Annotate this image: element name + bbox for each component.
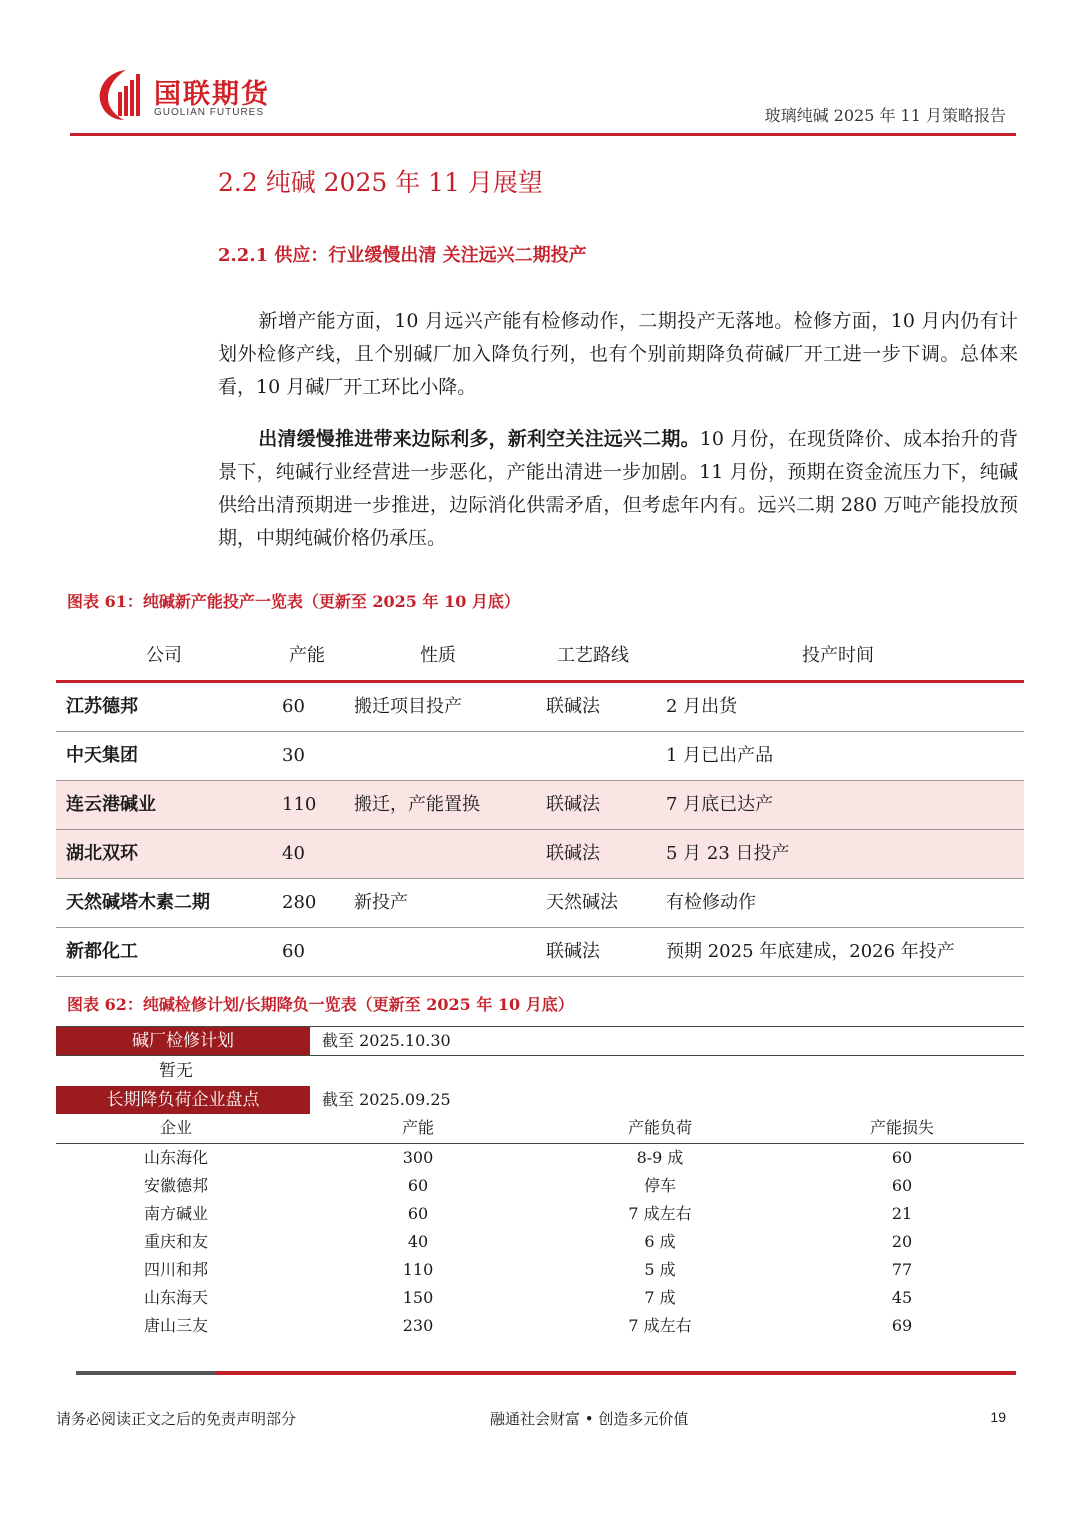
cell-company: 中天集团	[66, 745, 138, 766]
cell-company: 南方碱业	[143, 1204, 208, 1223]
cell-company: 连云港碱业	[66, 794, 156, 815]
cell-loss: 20	[891, 1232, 913, 1251]
paragraph-outlook-lead: 出清缓慢推进带来边际利多，新利空关注远兴二期。	[258, 428, 700, 450]
cell-company: 四川和邦	[143, 1260, 208, 1279]
cell-load: 5 成	[644, 1260, 676, 1279]
cell-load: 7 成左右	[628, 1316, 692, 1335]
brand-name-en: GUOLIAN FUTURES	[154, 107, 265, 118]
cell-capacity: 60	[407, 1176, 429, 1195]
cell-load: 停车	[643, 1176, 676, 1195]
paragraph-supply	[218, 305, 1018, 404]
cell-nature: 搬迁，产能置换	[354, 794, 480, 815]
table-row	[56, 1312, 1024, 1340]
table61-header-company: 公司	[146, 645, 182, 666]
paragraph-outlook-text: 10 月份，在现货降价、成本抬升的背景下，纯碱行业经营进一步恶化，产能出清进一步加剧。11 月份，预期在资金流压力下，纯碱供给出清预期进一步推进，边际消化供需矛盾，但考虑年内有。远兴二期 280 万吨产能投放预期，中期纯碱价格仍承压。	[218, 428, 1018, 549]
cell-nature: 新投产	[354, 892, 408, 913]
plan-date: 截至 2025.10.30	[322, 1031, 451, 1050]
cell-loss: 60	[891, 1176, 913, 1195]
table-row	[56, 830, 1024, 879]
cell-capacity: 230	[402, 1316, 434, 1335]
cell-capacity: 300	[402, 1148, 434, 1167]
table-row	[56, 781, 1024, 830]
table-row	[56, 1284, 1024, 1312]
footer-divider-red	[216, 1371, 1016, 1375]
cell-process: 联碱法	[546, 941, 600, 962]
table-row	[56, 683, 1024, 732]
plan-label: 碱厂检修计划	[56, 1027, 310, 1055]
report-title: 玻璃纯碱 2025 年 11 月策略报告	[764, 106, 1006, 125]
cell-load: 7 成	[644, 1288, 676, 1307]
cell-capacity: 110	[402, 1260, 434, 1279]
table61-header-row	[56, 632, 1024, 683]
cell-loss: 60	[891, 1148, 913, 1167]
table-row	[56, 879, 1024, 928]
table61-caption: 图表 61：纯碱新产能投产一览表（更新至 2025 年 10 月底）	[67, 592, 520, 611]
table61-header-capacity: 产能	[289, 645, 325, 666]
cell-capacity: 40	[282, 843, 305, 864]
cell-capacity: 60	[282, 696, 305, 717]
table-row	[56, 1172, 1024, 1200]
table-row	[56, 1144, 1024, 1172]
table61-header-time: 投产时间	[802, 645, 874, 666]
cell-load: 8-9 成	[636, 1148, 684, 1167]
cell-company: 安徽德邦	[143, 1176, 208, 1195]
cell-process: 联碱法	[546, 843, 600, 864]
cell-time: 2 月出货	[666, 696, 738, 717]
cell-time: 5 月 23 日投产	[666, 843, 790, 864]
table62-rule	[56, 1055, 1024, 1056]
footer-disclaimer: 请务必阅读正文之后的免责声明部分	[56, 1410, 297, 1428]
cell-company: 天然碱塔木素二期	[66, 892, 210, 913]
table-row	[56, 732, 1024, 781]
cell-nature: 搬迁项目投产	[354, 696, 462, 717]
company-logo	[96, 66, 296, 126]
table-row	[56, 1228, 1024, 1256]
paragraph-outlook	[218, 423, 1018, 555]
footer-divider-grey	[76, 1371, 216, 1375]
cell-company: 重庆和友	[143, 1232, 208, 1251]
cell-company: 山东海天	[143, 1288, 208, 1307]
table61-header-nature: 性质	[420, 645, 456, 666]
longterm-label: 长期降负荷企业盘点	[56, 1086, 310, 1114]
cell-capacity: 60	[282, 941, 305, 962]
cell-time: 预期 2025 年底建成，2026 年投产	[666, 941, 955, 962]
cell-company: 山东海化	[143, 1148, 208, 1167]
new-capacity-table	[56, 632, 1024, 977]
brand-name-cn: 国联期货	[154, 79, 270, 110]
cell-time: 7 月底已达产	[666, 794, 774, 815]
cell-loss: 77	[891, 1260, 913, 1279]
cell-process: 天然碱法	[546, 892, 618, 913]
footer-slogan: 融通社会财富 • 创造多元价值	[490, 1410, 689, 1428]
longterm-date: 截至 2025.09.25	[322, 1090, 451, 1109]
cell-process: 联碱法	[546, 794, 600, 815]
paragraph-supply-text: 新增产能方面，10 月远兴产能有检修动作，二期投产无落地。检修方面，10 月内仍有计划外检修产线，且个别碱厂加入降负行列，也有个别前期降负荷碱厂开工进一步下调。总体来看，10 月碱厂开工环比小降。	[218, 310, 1018, 398]
cell-load: 7 成左右	[628, 1204, 692, 1223]
subsection-title: 2.2.1 供应：行业缓慢出清 关注远兴二期投产	[218, 245, 587, 266]
table62-header-company: 企业	[159, 1118, 192, 1137]
cell-loss: 21	[891, 1204, 913, 1223]
cell-capacity: 60	[407, 1204, 429, 1223]
cell-company: 湖北双环	[66, 843, 138, 864]
table62-header-loss: 产能损失	[869, 1118, 934, 1137]
cell-process: 联碱法	[546, 696, 600, 717]
cell-capacity: 40	[407, 1232, 429, 1251]
cell-loss: 45	[891, 1288, 913, 1307]
cell-company: 江苏德邦	[66, 696, 138, 717]
page-number: 19	[990, 1409, 1006, 1425]
cell-capacity: 150	[402, 1288, 434, 1307]
table62-caption: 图表 62：纯碱检修计划/长期降负一览表（更新至 2025 年 10 月底）	[67, 995, 574, 1014]
footer-divider	[76, 1371, 1016, 1375]
cell-capacity: 110	[282, 794, 317, 815]
cell-time: 1 月已出产品	[666, 745, 774, 766]
section-title: 2.2 纯碱 2025 年 11 月展望	[218, 168, 543, 197]
table62-header-capacity: 产能	[401, 1118, 434, 1137]
table-row	[56, 1256, 1024, 1284]
cell-loss: 69	[891, 1316, 913, 1335]
cell-capacity: 280	[282, 892, 317, 913]
guolian-logo-icon	[96, 66, 142, 122]
cell-time: 有检修动作	[666, 892, 756, 913]
table62-header-row	[56, 1114, 1024, 1142]
table62-header-load: 产能负荷	[627, 1118, 692, 1137]
cell-capacity: 30	[282, 745, 305, 766]
table-row	[56, 928, 1024, 977]
header-divider	[70, 133, 1016, 136]
table-row	[56, 1200, 1024, 1228]
plan-none: 暂无	[159, 1061, 193, 1081]
cell-load: 6 成	[644, 1232, 676, 1251]
cell-company: 唐山三友	[143, 1316, 208, 1335]
cell-company: 新都化工	[66, 941, 138, 962]
table61-header-process: 工艺路线	[557, 645, 629, 666]
